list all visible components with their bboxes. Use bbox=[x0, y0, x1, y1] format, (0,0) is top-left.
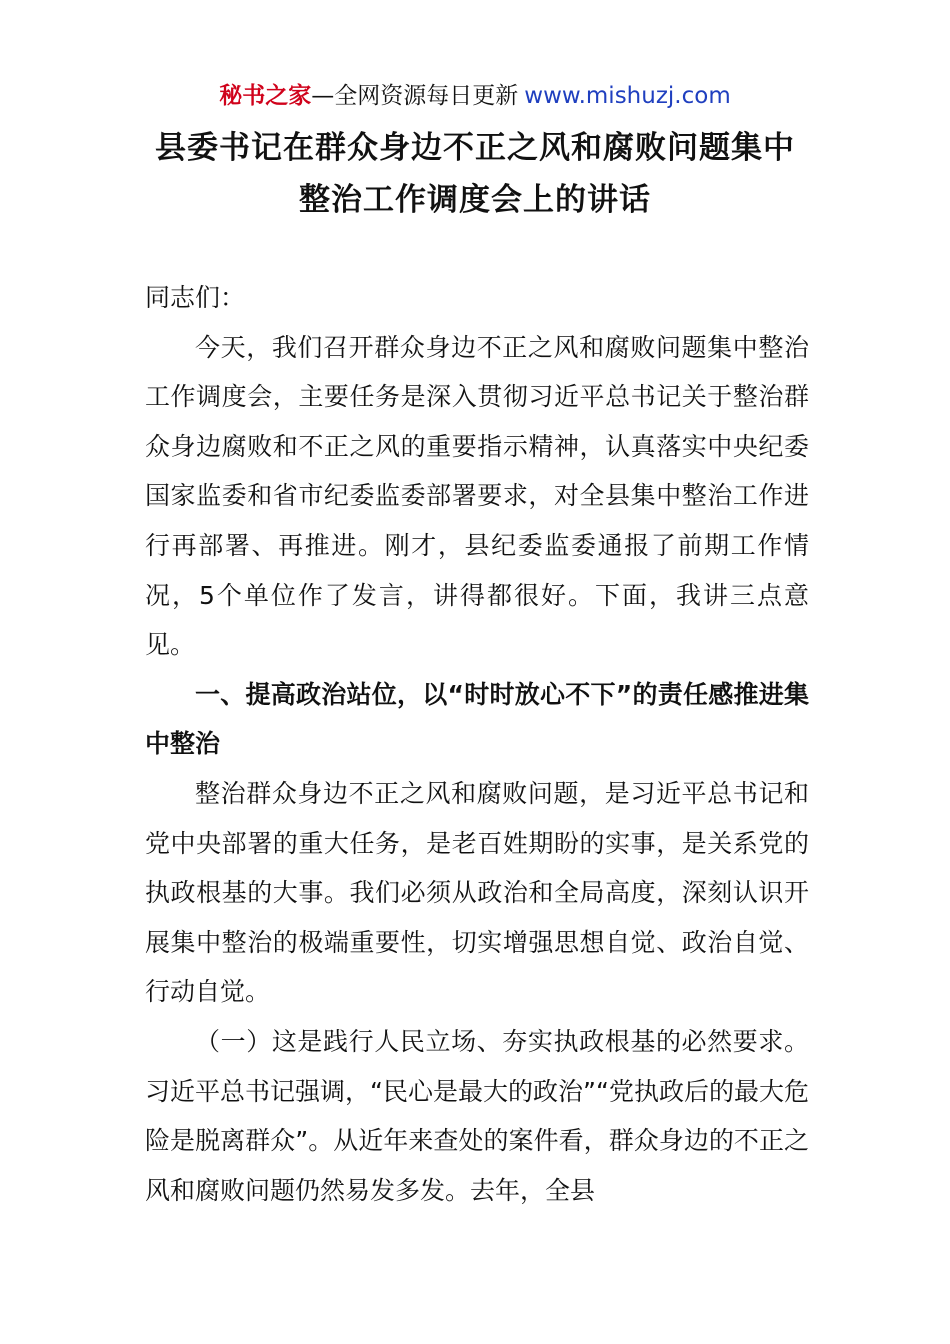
paragraph-3: （一）这是践行人民立场、夯实执政根基的必然要求。习近平总书记强调，“民心是最大的政治”“党执政后的最大危险是脱离群众”。从近年来查处的案件看，群众身边的不正之风和腐败问题仍然易发多发。去年，全县 bbox=[145, 1026, 809, 1205]
site-header bbox=[0, 80, 950, 112]
document-body bbox=[145, 273, 809, 1215]
document-title bbox=[60, 122, 890, 226]
header-tagline: —全网资源每日更新 bbox=[311, 83, 519, 109]
site-url-link[interactable]: www.mishuzj.com bbox=[524, 83, 731, 109]
title-line-1: 县委书记在群众身边不正之风和腐败问题集中 bbox=[155, 130, 795, 166]
paragraph-intro: 今天，我们召开群众身边不正之风和腐败问题集中整治工作调度会，主要任务是深入贯彻习近平总书记关于整治群众身边腐败和不正之风的重要指示精神，认真落实中央纪委国家监委和省市纪委监委部署要求，对全县集中整治工作进行再部署、再推进。刚才，县纪委监委通报了前期工作情况，5个单位作了发言，讲得都很好。下面，我讲三点意见。 bbox=[145, 332, 809, 660]
salutation: 同志们： bbox=[145, 283, 246, 312]
section-heading-1: 一、提高政治站位，以“时时放心不下”的责任感推进集中整治 bbox=[145, 679, 809, 759]
brand-name: 秘书之家 bbox=[219, 83, 312, 109]
paragraph-2: 整治群众身边不正之风和腐败问题，是习近平总书记和党中央部署的重大任务，是老百姓期盼的实事，是关系党的执政根基的大事。我们必须从政治和全局高度，深刻认识开展集中整治的极端重要性，切实增强思想自觉、政治自觉、行动自觉。 bbox=[145, 778, 809, 1007]
title-line-2: 整治工作调度会上的讲话 bbox=[299, 182, 651, 218]
